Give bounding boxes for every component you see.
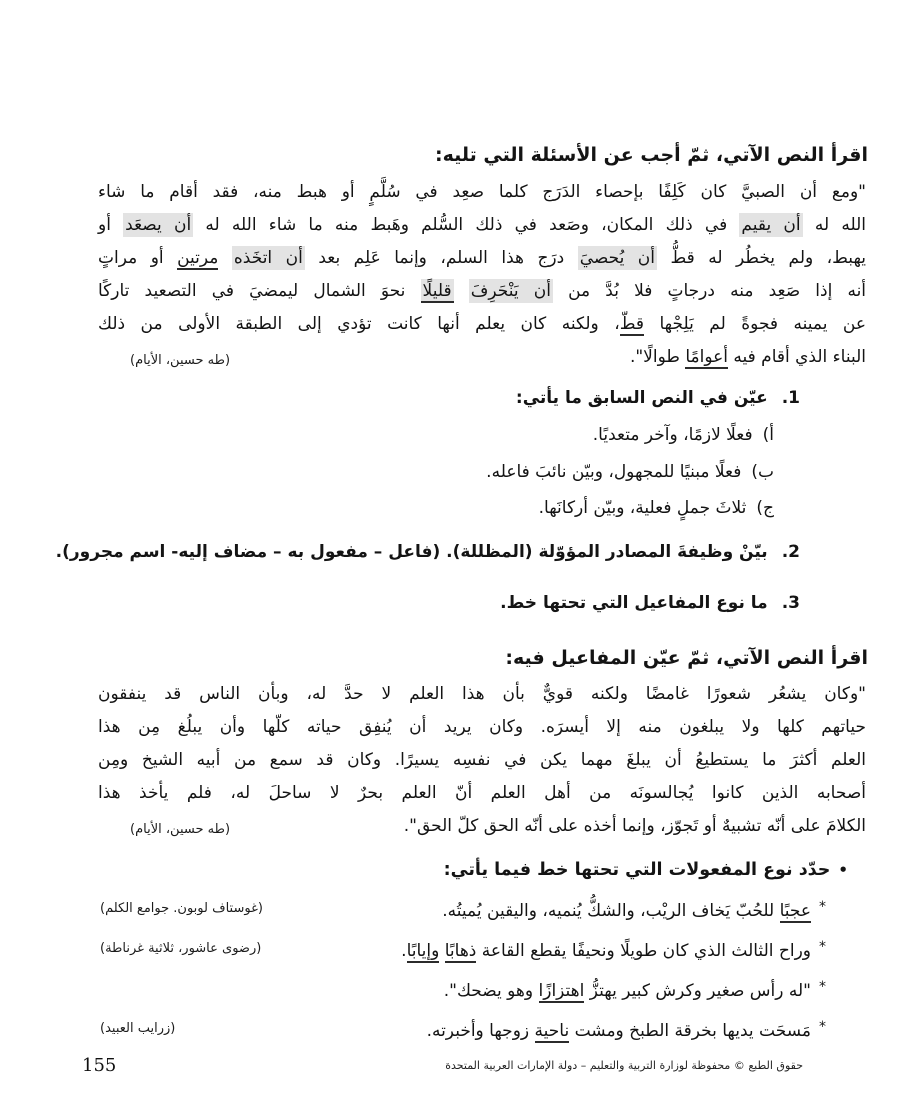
text-segment: مَسحَت يديها بخرقة الطبخ ومشت bbox=[569, 1020, 811, 1041]
asterisk-marker: * bbox=[819, 898, 826, 915]
question-1-text: عيّن في النص السابق ما يأتي: bbox=[515, 388, 768, 408]
passage-line bbox=[30, 242, 866, 275]
question-3 bbox=[30, 588, 800, 618]
underlined-word: قطّ bbox=[619, 314, 644, 334]
passage-2 bbox=[30, 678, 866, 843]
section1-heading: اقرأ النص الآتي، ثمّ أجب عن الأسئلة التي تليه: bbox=[435, 144, 868, 166]
exercise-block bbox=[30, 855, 868, 1049]
question-1-number: 1. bbox=[781, 388, 800, 408]
passage-line bbox=[30, 308, 866, 341]
underlined-word: اهتزازًا bbox=[538, 980, 585, 1001]
highlighted-phrase: قليلًا bbox=[422, 281, 452, 301]
highlighted-phrase: أن يصعَد bbox=[125, 215, 192, 235]
subitem-a bbox=[30, 417, 774, 454]
subitem-c-text: ثلاثَ جملٍ فعلية، وبيّن أركانَها. bbox=[538, 498, 747, 518]
page-content bbox=[30, 140, 868, 1049]
subitem-c-marker: ج) bbox=[756, 498, 774, 518]
text-segment: أصحابه الذين كانوا يُجالسونَه من أهل العلم أنّ العلم بحرٌ لا ساحلَ له، فلم يأخذ هذا bbox=[98, 782, 866, 803]
exercise-item bbox=[30, 929, 826, 969]
underlined-word: أعوامًا bbox=[685, 347, 728, 367]
text-segment: أنه إذا صَعِد منه درجاتٍ فلا بُدَّ من bbox=[552, 281, 867, 301]
underlined-word: مرتين bbox=[177, 248, 219, 268]
text-segment: "وكان يشعُر شعورًا غامضًا ولكنه قويٌّ بأن هذا العلم لا حدَّ له، وبأن الناس قد ينفقون bbox=[98, 683, 866, 704]
text-segment bbox=[454, 281, 469, 301]
passage-line bbox=[30, 678, 866, 711]
text-segment: حياتهم كلها ولا يبلغون منه إلا أيسرَه. وكان يريد أن يُنفِق حياته كلّها وأن يبلُغ مِن هذا bbox=[98, 716, 866, 737]
subitem-b-text: فعلًا مبنيًا للمجهول، وبيّن نائبَ فاعله. bbox=[486, 461, 742, 482]
underlined-word: وإيابًا bbox=[406, 940, 440, 961]
page-number: 155 bbox=[82, 1055, 117, 1076]
subitem-a-text: فعلًا لازمًا، وآخر متعديًا. bbox=[592, 425, 753, 445]
passage-line bbox=[30, 777, 866, 810]
page-footer bbox=[0, 1048, 898, 1082]
text-segment: العلم أكثرَ ما يستطيعُ أن يبلغَ مهما يكن في نفسِه يسيرًا. وكان قد سمع من أبيه الشيخ ومِن bbox=[98, 749, 866, 770]
subitem-a-marker: أ) bbox=[762, 425, 774, 445]
text-segment: أو مراتٍ bbox=[98, 248, 178, 268]
exercise-item bbox=[30, 969, 826, 1009]
bullet-icon: • bbox=[838, 860, 848, 879]
passage-line bbox=[30, 176, 866, 209]
exercise-item bbox=[30, 1009, 826, 1049]
copyright-text: حقوق الطبع © محفوظة لوزارة التربية والتعليم – دولة الإمارات العربية المتحدة bbox=[445, 1059, 803, 1072]
text-segment: عن يمينه فجوةً لم يَلِجْها bbox=[644, 314, 866, 334]
question-1-subitems bbox=[30, 417, 774, 527]
exercise-heading-text: حدّد نوع المفعولات التي تحتها خط فيما يأتي: bbox=[443, 859, 831, 880]
text-segment bbox=[439, 941, 444, 961]
underlined-word: ذهابًا bbox=[444, 940, 477, 961]
subitem-c bbox=[30, 490, 774, 527]
exercise-items bbox=[30, 889, 826, 1049]
exercise-heading bbox=[30, 855, 848, 885]
text-segment: درَج هذا السلم، وإنما عَلِم بعد bbox=[304, 248, 578, 268]
question-3-text: ما نوع المفاعيل التي تحتها خط. bbox=[500, 592, 768, 613]
text-segment: وراح الثالث الذي كان طويلًا ونحيفًا يقطع القاعة bbox=[476, 940, 811, 961]
question-3-number: 3. bbox=[781, 592, 800, 613]
text-segment: ، ولكنه كان يعلم أنها كانت تؤدي إلى الطبقة الأولى من ذلك bbox=[98, 314, 620, 334]
subitem-b bbox=[30, 454, 774, 491]
question-2-text: بيّنْ وظيفةَ المصادر المؤوّلة (المظللة). (فاعل – مفعول به – مضاف إليه- اسم مجرور). bbox=[55, 541, 768, 562]
passage-2-attribution: (طه حسين، الأيام) bbox=[130, 821, 231, 837]
item-attribution: (رضوى عاشور، ثلاثية غرناطة) bbox=[100, 940, 262, 956]
section2-heading: اقرأ النص الآتي، ثمّ عيّن المفاعيل فيه: bbox=[505, 646, 868, 669]
text-segment: طوالًا". bbox=[629, 347, 686, 367]
text-segment: "له رأس صغير وكرش كبير يهتزُّ bbox=[584, 980, 811, 1001]
passage-line bbox=[30, 711, 866, 744]
text-segment: الله له bbox=[802, 215, 866, 235]
passage-1-attribution: (طه حسين، الأيام) bbox=[130, 353, 231, 368]
text-segment: زوجها وأخبرته. bbox=[426, 1020, 535, 1041]
passage-line bbox=[30, 744, 866, 777]
asterisk-marker: * bbox=[819, 938, 826, 955]
highlighted-phrase: أن يقيم bbox=[741, 215, 801, 235]
text-segment: وهو يضحك". bbox=[443, 980, 539, 1001]
questions-block bbox=[30, 383, 800, 618]
passage-line bbox=[30, 275, 866, 308]
text-segment: أو bbox=[98, 215, 124, 235]
asterisk-marker: * bbox=[819, 978, 826, 995]
passage-1 bbox=[30, 176, 866, 374]
text-segment: الكلامَ على أنّه تشبيهٌ أو تَجوّز، وإنما أخذه على أنّه الحق كلّ الحق". bbox=[403, 815, 866, 836]
question-1 bbox=[30, 383, 800, 413]
passage-line bbox=[30, 209, 866, 242]
text-segment: للحُبّ يَخاف الريْب، والشكُّ يُنميه، واليقين يُميتُه. bbox=[442, 900, 780, 921]
highlighted-phrase: أن اتخَذه bbox=[233, 248, 303, 268]
text-segment: "ومع أن الصبيَّ كان كَلِفًا بإحصاء الدَرَج كلما صعِد في سُلَّمٍ أو هبط منه، فقد أقام ما شاء bbox=[98, 182, 866, 202]
underlined-word: عجبًا bbox=[779, 900, 811, 921]
highlighted-phrase: أن يَنْحَرِفَ bbox=[470, 281, 551, 301]
text-segment: في ذلك المكان، وصَعد في ذلك السُّلم وهَبط منه ما شاء الله له bbox=[193, 215, 740, 235]
highlighted-phrase: أن يُحصيَ bbox=[579, 248, 655, 268]
exercise-item bbox=[30, 889, 826, 929]
item-attribution: (غوستاف لوبون. جوامع الكلم) bbox=[100, 900, 263, 916]
text-segment: البناء الذي أقام فيه bbox=[727, 347, 866, 367]
text-segment: نحوَ الشمال ليمضيَ في التصعيد تاركًا bbox=[98, 281, 421, 301]
item-attribution: (زرايب العبيد) bbox=[100, 1020, 176, 1036]
subitem-b-marker: ب) bbox=[751, 461, 774, 482]
text-segment: يهبط، ولم يخطُر له قطُّ bbox=[657, 248, 867, 268]
question-2-number: 2. bbox=[781, 541, 800, 562]
asterisk-marker: * bbox=[819, 1018, 826, 1035]
question-2 bbox=[30, 537, 800, 567]
text-segment bbox=[218, 248, 231, 268]
text-segment: . bbox=[401, 940, 407, 961]
underlined-word: ناحية bbox=[534, 1020, 570, 1041]
